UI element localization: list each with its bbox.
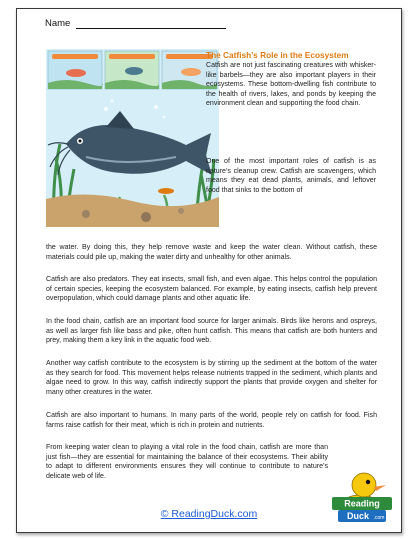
- worksheet-page: [16, 8, 402, 533]
- logo-text-reading: Reading: [344, 498, 380, 509]
- paragraph-5: Another way catfish contribute to the ecosystem is by stirring up the sediment at the bottom of the water as they search for food. This movement helps release nutrients trapped in the sediment, which plants and algae need to grow. In this way, catfish indirectly support the plants that provide oxygen and shelter for many other creatures in the water.: [46, 360, 377, 396]
- name-input-line[interactable]: [76, 19, 226, 29]
- logo-text-suffix: .com: [373, 515, 385, 521]
- paragraph-6: Catfish are also important to humans. In many parts of the world, people rely on catfish for food. Fish farms raise catfish for their meat, which is rich in protein and nutrients.: [46, 412, 377, 429]
- paragraph-2-part-1: One of the most important roles of catfish is as nature’s cleanup crew. Catfish are scavengers, which means they eat dead plants, animals, and leftover food that sinks to the bottom of: [206, 158, 376, 194]
- name-row: [45, 18, 226, 29]
- paragraph-4: In the food chain, catfish are an important food source for larger animals. Birds like herons and ospreys, as well as larger fish like bass and pike, often hunt catfish. This means that catfish are both hunters and prey, making them a key link in the aquatic food web.: [46, 318, 377, 345]
- article-title: The Catfish’s Role in the Ecosystem: [206, 50, 349, 60]
- paragraph-7: From keeping water clean to playing a vital role in the food chain, catfish are more than just fish—they are essential for maintaining the balance of their ecosystems. Their ability to adapt to different environments ensures they will continue to contribute to nature’s delicate web of life.: [46, 444, 328, 480]
- readingduck-link[interactable]: © ReadingDuck.com: [160, 508, 258, 520]
- paragraph-3: Catfish are also predators. They eat insects, small fish, and even algae. This helps control the population of certain species, keeping the ecosystem balanced. For example, by eating insects, catfish help prevent overpopulation, which could damage plants and other aquatic life.: [46, 276, 377, 303]
- name-label: Name: [45, 18, 71, 29]
- paragraph-2-part-2: the water. By doing this, they help remove waste and keep the water clean. Without catfish, these materials could pile up, making the water dirty and unhealthy for other animals.: [46, 244, 377, 261]
- logo-text-duck: Duck: [346, 511, 370, 521]
- paragraph-1: Catfish are not just fascinating creatures with whisker-like barbels—they are also important players in their ecosystems. These bottom-dwelling fish contribute to the health of rivers, lakes, and ponds by keeping the environment clean and supporting the food chain.: [206, 62, 376, 108]
- catfish-ecosystem-illustration: [46, 49, 219, 227]
